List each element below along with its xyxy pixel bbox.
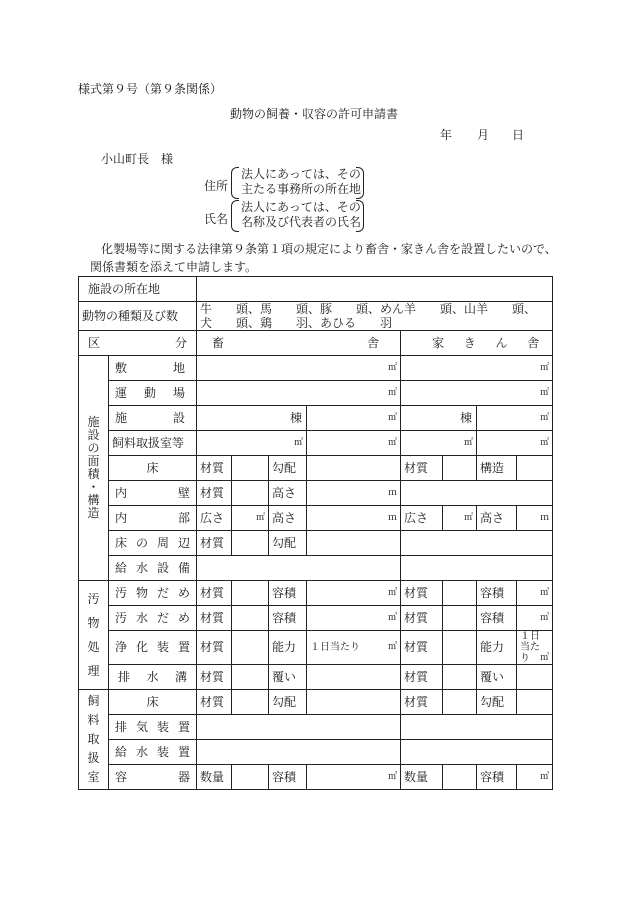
row-location	[79, 277, 553, 302]
inner-width-value-kakin[interactable]: ㎡	[443, 506, 477, 531]
floor-around-label: 床 の 周 辺	[109, 531, 197, 556]
shiryo-room-area2-chikusha[interactable]: ㎡	[307, 431, 401, 456]
body-line-1: 化製場等に関する法律第９条第１項の規定により畜舎・家きん舎を設置したいので、	[101, 242, 557, 256]
inner-height-value-kakin[interactable]: ｍ	[517, 506, 553, 531]
osuidame-material-label: 材質	[197, 606, 232, 631]
row-inner-wall	[79, 481, 553, 506]
odame-material-value-kakin[interactable]	[443, 581, 477, 606]
purifier-capacity-label-kakin: 能力	[477, 631, 517, 665]
wall-height-value[interactable]: ｍ	[307, 481, 401, 506]
inner-wall-label: 内 壁	[109, 481, 197, 506]
floor-label: 床	[109, 456, 197, 481]
floor-material-label: 材質	[197, 456, 232, 481]
row-shiryo-room	[79, 431, 553, 456]
drain-cover-value[interactable]	[307, 665, 401, 690]
shikichi-kakin[interactable]: ㎡	[401, 356, 553, 381]
shisetsu-area-kakin[interactable]: ㎡	[477, 406, 553, 431]
feed-room-group: 飼 料 取 扱 室	[79, 690, 109, 790]
purifier-capacity-value[interactable]: １日当たり ㎥	[307, 631, 401, 665]
floor-material-label-kakin: 材質	[401, 456, 443, 481]
row-purifier	[79, 631, 553, 665]
floor-slope-value[interactable]	[307, 456, 401, 481]
water-supply-kakin[interactable]	[401, 556, 553, 581]
area-structure-group: 施 設 の 面 積 ・ 構 造	[79, 356, 109, 581]
purifier-material-label-kakin: 材質	[401, 631, 443, 665]
address-bracket	[231, 167, 364, 197]
odame-label: 汚 物 だ め	[109, 581, 197, 606]
animals-value[interactable]: 牛 頭、馬 頭、豚 頭、めん羊 頭、山羊 頭、 犬 頭、鶏 羽、あひる 羽	[197, 302, 553, 331]
container-volume-label-kakin: 容積	[477, 765, 517, 790]
shiryo-room-area2-kakin[interactable]: ㎡	[477, 431, 553, 456]
animals-label: 動物の種類及び数	[79, 302, 197, 331]
undojo-chikusha[interactable]: ㎡	[197, 381, 401, 406]
odame-material-label-kakin: 材質	[401, 581, 443, 606]
row-undojo	[79, 381, 553, 406]
name-note-2: 名称及び代表者の氏名	[241, 215, 362, 229]
shisetsu-mune-kakin[interactable]: 棟	[401, 406, 477, 431]
water-supply-label: 給 水 設 備	[109, 556, 197, 581]
around-kakin-blank[interactable]	[401, 531, 553, 556]
feed-floor-slope-value[interactable]	[307, 690, 401, 715]
name-label: 氏名	[204, 212, 229, 226]
row-odame	[79, 581, 553, 606]
purifier-capacity-value-kakin[interactable]: １日当たり ㎥	[517, 631, 553, 665]
drain-material-label-kakin: 材質	[401, 665, 443, 690]
name-note-1: 法人にあっては、その	[241, 200, 361, 214]
addressee: 小山町長 様	[101, 152, 174, 166]
undojo-kakin[interactable]: ㎡	[401, 381, 553, 406]
name-bracket	[231, 200, 364, 230]
osuidame-volume-value-kakin[interactable]: ㎥	[517, 606, 553, 631]
feed-floor-material-value[interactable]	[232, 690, 269, 715]
row-container	[79, 765, 553, 790]
address-note-1: 法人にあっては、その	[241, 167, 361, 181]
wall-material-label: 材質	[197, 481, 232, 506]
water-device-label: 給 水 装 置	[109, 740, 197, 765]
around-material-label: 材質	[197, 531, 232, 556]
exhaust-chikusha[interactable]	[197, 715, 401, 740]
shiryo-room-area1-chikusha[interactable]: ㎡	[197, 431, 307, 456]
feed-floor-material-label-kakin: 材質	[401, 690, 443, 715]
feed-floor-slope-value-kakin[interactable]	[517, 690, 553, 715]
document-title: 動物の飼養・収容の許可申請書	[230, 107, 399, 121]
purifier-capacity-label: 能力	[269, 631, 307, 665]
drain-material-label: 材質	[197, 665, 232, 690]
shisetsu-area-chikusha[interactable]: ㎡	[307, 406, 401, 431]
kubun-cell: 区 分	[79, 331, 197, 356]
chikusha-header: 畜 舎	[197, 331, 401, 356]
inner-width-label: 広さ	[197, 506, 232, 531]
wall-height-label: 高さ	[269, 481, 307, 506]
drain-material-value-kakin[interactable]	[443, 665, 477, 690]
row-exhaust	[79, 715, 553, 740]
feed-floor-material-value-kakin[interactable]	[443, 690, 477, 715]
exhaust-kakin[interactable]	[401, 715, 553, 740]
row-kubun	[79, 331, 553, 356]
date-year: 年	[440, 128, 453, 142]
row-feed-floor	[79, 690, 553, 715]
container-volume-label: 容積	[269, 765, 307, 790]
container-quantity-value[interactable]	[232, 765, 269, 790]
feed-floor-slope-label-kakin: 勾配	[477, 690, 517, 715]
drain-material-value[interactable]	[232, 665, 269, 690]
osuidame-material-label-kakin: 材質	[401, 606, 443, 631]
waste-group: 汚 物 処 理	[79, 581, 109, 690]
container-label: 容 器	[109, 765, 197, 790]
form-number: 様式第９号（第９条関係）	[78, 82, 223, 96]
osuidame-volume-value[interactable]: ㎥	[307, 606, 401, 631]
row-shikichi	[79, 356, 553, 381]
row-osuidame	[79, 606, 553, 631]
row-shisetsu	[79, 406, 553, 431]
application-table	[78, 276, 553, 790]
wall-kakin-blank[interactable]	[401, 481, 553, 506]
floor-material-value-kakin[interactable]	[443, 456, 477, 481]
wall-material-value[interactable]	[232, 481, 269, 506]
drain-label: 排 水 溝	[109, 665, 197, 690]
floor-material-value[interactable]	[232, 456, 269, 481]
osuidame-material-value-kakin[interactable]	[443, 606, 477, 631]
date-day: 日	[512, 128, 525, 142]
osuidame-material-value[interactable]	[232, 606, 269, 631]
date-month: 月	[477, 128, 490, 142]
feed-floor-label: 床	[109, 690, 197, 715]
around-slope-label: 勾配	[269, 531, 307, 556]
around-slope-value[interactable]	[307, 531, 401, 556]
row-animals	[79, 302, 553, 331]
osuidame-volume-label: 容積	[269, 606, 307, 631]
feed-floor-material-label: 材質	[197, 690, 232, 715]
shikichi-chikusha[interactable]: ㎡	[197, 356, 401, 381]
row-water-supply	[79, 556, 553, 581]
purifier-material-label: 材質	[197, 631, 232, 665]
row-drain	[79, 665, 553, 690]
inner-height-value[interactable]: ｍ	[307, 506, 401, 531]
floor-structure-label-kakin: 構造	[477, 456, 517, 481]
body-line-2: 関係書類を添えて申請します。	[90, 260, 258, 274]
inner-width-label-kakin: 広さ	[401, 506, 443, 531]
location-value[interactable]	[197, 277, 553, 302]
location-label-cell: 施設の所在地	[79, 277, 197, 302]
feed-floor-slope-label: 勾配	[269, 690, 307, 715]
floor-slope-label: 勾配	[269, 456, 307, 481]
inner-part-label: 内 部	[109, 506, 197, 531]
shiryo-room-label: 飼料取扱室等	[109, 431, 197, 456]
container-quantity-label-kakin: 数量	[401, 765, 443, 790]
exhaust-label: 排 気 装 置	[109, 715, 197, 740]
inner-height-label-kakin: 高さ	[477, 506, 517, 531]
drain-cover-value-kakin[interactable]	[517, 665, 553, 690]
container-quantity-label: 数量	[197, 765, 232, 790]
row-floor	[79, 456, 553, 481]
address-label: 住所	[204, 179, 229, 193]
water-device-chikusha[interactable]	[197, 740, 401, 765]
drain-cover-label: 覆い	[269, 665, 307, 690]
purifier-material-value[interactable]	[232, 631, 269, 665]
around-material-value[interactable]	[232, 531, 269, 556]
shisetsu-label: 施 設	[109, 406, 197, 431]
kakin-header: 家 き ん 舎	[401, 331, 553, 356]
odame-volume-value-kakin[interactable]: ㎥	[517, 581, 553, 606]
shisetsu-mune-chikusha[interactable]: 棟	[197, 406, 307, 431]
floor-structure-value-kakin[interactable]	[517, 456, 553, 481]
container-volume-value[interactable]: ㎥	[307, 765, 401, 790]
purifier-label: 浄 化 装 置	[109, 631, 197, 665]
odame-material-value[interactable]	[232, 581, 269, 606]
water-supply-chikusha[interactable]	[197, 556, 401, 581]
inner-width-value[interactable]: ㎡	[232, 506, 269, 531]
row-inner-part	[79, 506, 553, 531]
odame-material-label: 材質	[197, 581, 232, 606]
container-volume-value-kakin[interactable]: ㎥	[517, 765, 553, 790]
row-floor-around	[79, 531, 553, 556]
odame-volume-label-kakin: 容積	[477, 581, 517, 606]
osuidame-label: 汚 水 だ め	[109, 606, 197, 631]
inner-height-label: 高さ	[269, 506, 307, 531]
address-note-2: 主たる事務所の所在地	[241, 182, 362, 196]
odame-volume-label: 容積	[269, 581, 307, 606]
osuidame-volume-label-kakin: 容積	[477, 606, 517, 631]
undojo-label: 運 動 場	[109, 381, 197, 406]
shikichi-label: 敷 地	[109, 356, 197, 381]
water-device-kakin[interactable]	[401, 740, 553, 765]
purifier-material-value-kakin[interactable]	[443, 631, 477, 665]
odame-volume-value[interactable]: ㎥	[307, 581, 401, 606]
row-water-device	[79, 740, 553, 765]
shiryo-room-area1-kakin[interactable]: ㎡	[401, 431, 477, 456]
container-quantity-value-kakin[interactable]	[443, 765, 477, 790]
drain-cover-label-kakin: 覆い	[477, 665, 517, 690]
